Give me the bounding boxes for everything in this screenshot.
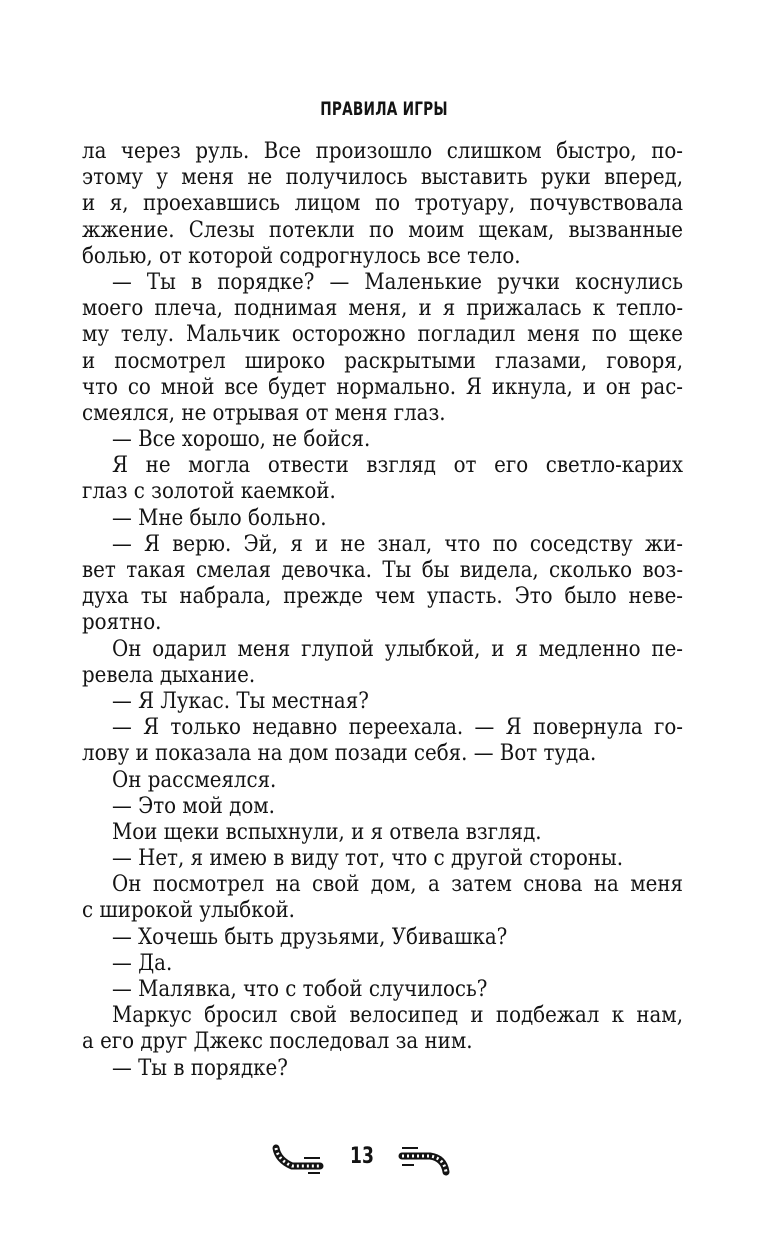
text-line: — Все хорошо, не бойся. <box>112 427 371 453</box>
text-line: духа ты набрала, прежде чем упасть. Это было неве- <box>82 584 683 610</box>
text-line: — Я только недавно переехала. — Я повернула го- <box>112 715 683 741</box>
text-line: лову и показала на дом позади себя. — Вот туда. <box>82 741 597 767</box>
text-line: роятно. <box>82 610 162 636</box>
text-line: моего плеча, поднимая меня, и я прижалась к тепло- <box>82 296 683 322</box>
text-line: болью, от которой содрогнулось все тело. <box>82 243 521 269</box>
text-line: — Это мой дом. <box>112 793 275 819</box>
text-line: — Ты в порядке? — Маленькие ручки коснулись <box>112 269 683 295</box>
text-line: — Ты в порядке? <box>112 1055 288 1081</box>
page-number: 13 <box>350 1144 374 1169</box>
page-footer <box>0 1138 768 1178</box>
text-line: и посмотрел широко раскрытыми глазами, говоря, <box>82 348 683 374</box>
text-line: — Нет, я имею в виду тот, что с другой стороны. <box>112 846 623 872</box>
text-line: с широкой улыбкой. <box>82 898 295 924</box>
text-line: — Мне было больно. <box>112 505 327 531</box>
text-line: вет такая смелая девочка. Ты бы видела, сколько воз- <box>82 558 683 583</box>
text-line: Мои щеки вспыхнули, и я отвела взгляд. <box>112 819 542 845</box>
text-line: Он одарил меня глупой улыбкой, и я медленно пе- <box>112 636 683 662</box>
text-line: а его друг Джекс последовал за ним. <box>82 1029 473 1055</box>
text-line: что со мной все будет нормально. Я икнула, и он рас- <box>82 374 683 400</box>
text-line: ла через руль. Все произошло слишком быстро, по- <box>82 139 683 164</box>
text-line: смеялся, не отрывая от меня глаз. <box>82 400 446 426</box>
ornament-right-icon <box>398 1138 454 1178</box>
text-line: и я, проехавшись лицом по тротуару, почувствовала <box>82 191 683 217</box>
text-line: этому у меня не получилось выставить руки вперед, <box>82 165 683 191</box>
text-line: — Я Лукас. Ты местная? <box>112 688 369 714</box>
running-head-title: ПРАВИЛА ИГРЫ <box>320 98 448 120</box>
ornament-left-icon <box>270 1138 326 1178</box>
text-line: — Малявка, что с тобой случилось? <box>112 977 488 1002</box>
text-line: Маркус бросил свой велосипед и подбежал к нам, <box>112 1003 683 1029</box>
text-line: — Я верю. Эй, я и не знал, что по соседству жи- <box>112 531 683 557</box>
body-text <box>82 139 683 1082</box>
text-line: му телу. Мальчик осторожно погладил меня по щеке <box>82 322 683 348</box>
text-line: — Да. <box>112 950 173 976</box>
text-line: Он рассмеялся. <box>112 767 277 793</box>
text-line: Он посмотрел на свой дом, а затем снова на меня <box>112 872 683 898</box>
text-line: глаз с золотой каемкой. <box>82 479 336 505</box>
text-line: Я не могла отвести взгляд от его светло-карих <box>112 453 683 479</box>
text-line: ревела дыхание. <box>82 662 256 688</box>
text-line: — Хочешь быть друзьями, Убивашка? <box>112 924 508 950</box>
text-line: жжение. Слезы потекли по моим щекам, вызванные <box>82 217 683 243</box>
